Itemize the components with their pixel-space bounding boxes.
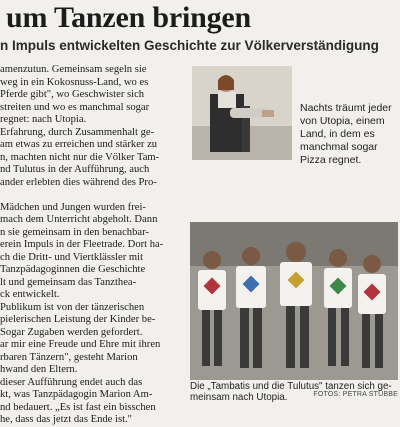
body-line: pielerischen Leistung der Kinder be- xyxy=(0,314,156,325)
body-line: Publikum ist von der tänzerischen xyxy=(0,301,145,313)
body-line: nd Tulutus in der Aufführung, auch xyxy=(0,164,150,175)
caption-line: Die „Tambatis und die Tulutus" tanzen sich ge- xyxy=(190,381,392,392)
body-line: Erfahrung, durch Zusammenhalt ge- xyxy=(0,126,155,138)
photo-dancing-children xyxy=(190,222,398,380)
photo-dancing-children-image xyxy=(190,222,398,380)
caption-line: Nachts träumt jeder xyxy=(300,102,392,114)
body-line: ck entwickelt. xyxy=(0,289,60,300)
caption-line: Pizza regnet. xyxy=(300,154,362,166)
body-line: mach dem Unterricht abgeholt. Dann xyxy=(0,214,158,225)
body-line: Sogar Zugaben werden gefordert. xyxy=(0,326,143,338)
body-line: kt, was Tanzpädagogin Marion Am- xyxy=(0,389,153,400)
body-line: ander erlebten dies während des Pro- xyxy=(0,176,157,188)
body-line: ar mir eine Freude und Ehre mit ihren xyxy=(0,339,161,350)
photo-child-in-chair xyxy=(192,66,292,160)
body-line: n sie gemeinsam in den benachbar- xyxy=(0,226,149,238)
body-line: lt und gemeinsam das Tanzthea- xyxy=(0,276,137,288)
body-line: rbaren Tänzern", gesteht Marion xyxy=(0,351,138,363)
subheadline: n Impuls entwickelten Geschichte zur Völkerverständigung xyxy=(0,38,379,53)
photo-child-in-chair-image xyxy=(192,66,292,160)
body-line: dieser Aufführung endet auch das xyxy=(0,376,143,388)
body-line: amenzutun. Gemeinsam segeln sie xyxy=(0,64,147,75)
body-line: hwand den Eltern. xyxy=(0,364,78,375)
body-line: nd bedauert. „Es ist fast ein bisschen xyxy=(0,401,156,413)
caption-line: von Utopia, einem xyxy=(300,115,385,127)
body-line: weg in ein Kokosnuss-Land, wo es xyxy=(0,76,149,88)
body-line: ch die Dritt- und Viertklässler mit xyxy=(0,251,144,263)
headline: um Tanzen bringen xyxy=(6,1,252,34)
body-line: he, dass das jetzt das Ende ist." xyxy=(0,414,133,425)
caption-line: Land, in dem es xyxy=(300,128,375,140)
photo-credit: FOTOS: PETRA STUBBE xyxy=(313,391,398,398)
body-line: erein Impuls in der Fleetrade. Dort ha- xyxy=(0,239,164,250)
caption-line: manchmal sogar xyxy=(300,141,378,153)
body-line: regnet: nach Utopia. xyxy=(0,114,87,125)
body-line: Tanzpädagoginnen die Geschichte xyxy=(0,264,146,275)
photo-caption-top xyxy=(300,102,400,167)
article-body xyxy=(0,64,186,427)
body-line: streiten und wo es manchmal sogar xyxy=(0,101,150,113)
body-line xyxy=(0,189,186,202)
body-line: Mädchen und Jungen wurden frei- xyxy=(0,201,146,213)
caption-line: meinsam nach Utopia. xyxy=(190,392,288,403)
body-line: n, machten nicht nur die Völker Tam- xyxy=(0,151,160,163)
body-line: am etwas zu erreichen und stärker zu xyxy=(0,139,158,150)
body-line: Pferde gibt", wo Geschwister sich xyxy=(0,89,145,100)
